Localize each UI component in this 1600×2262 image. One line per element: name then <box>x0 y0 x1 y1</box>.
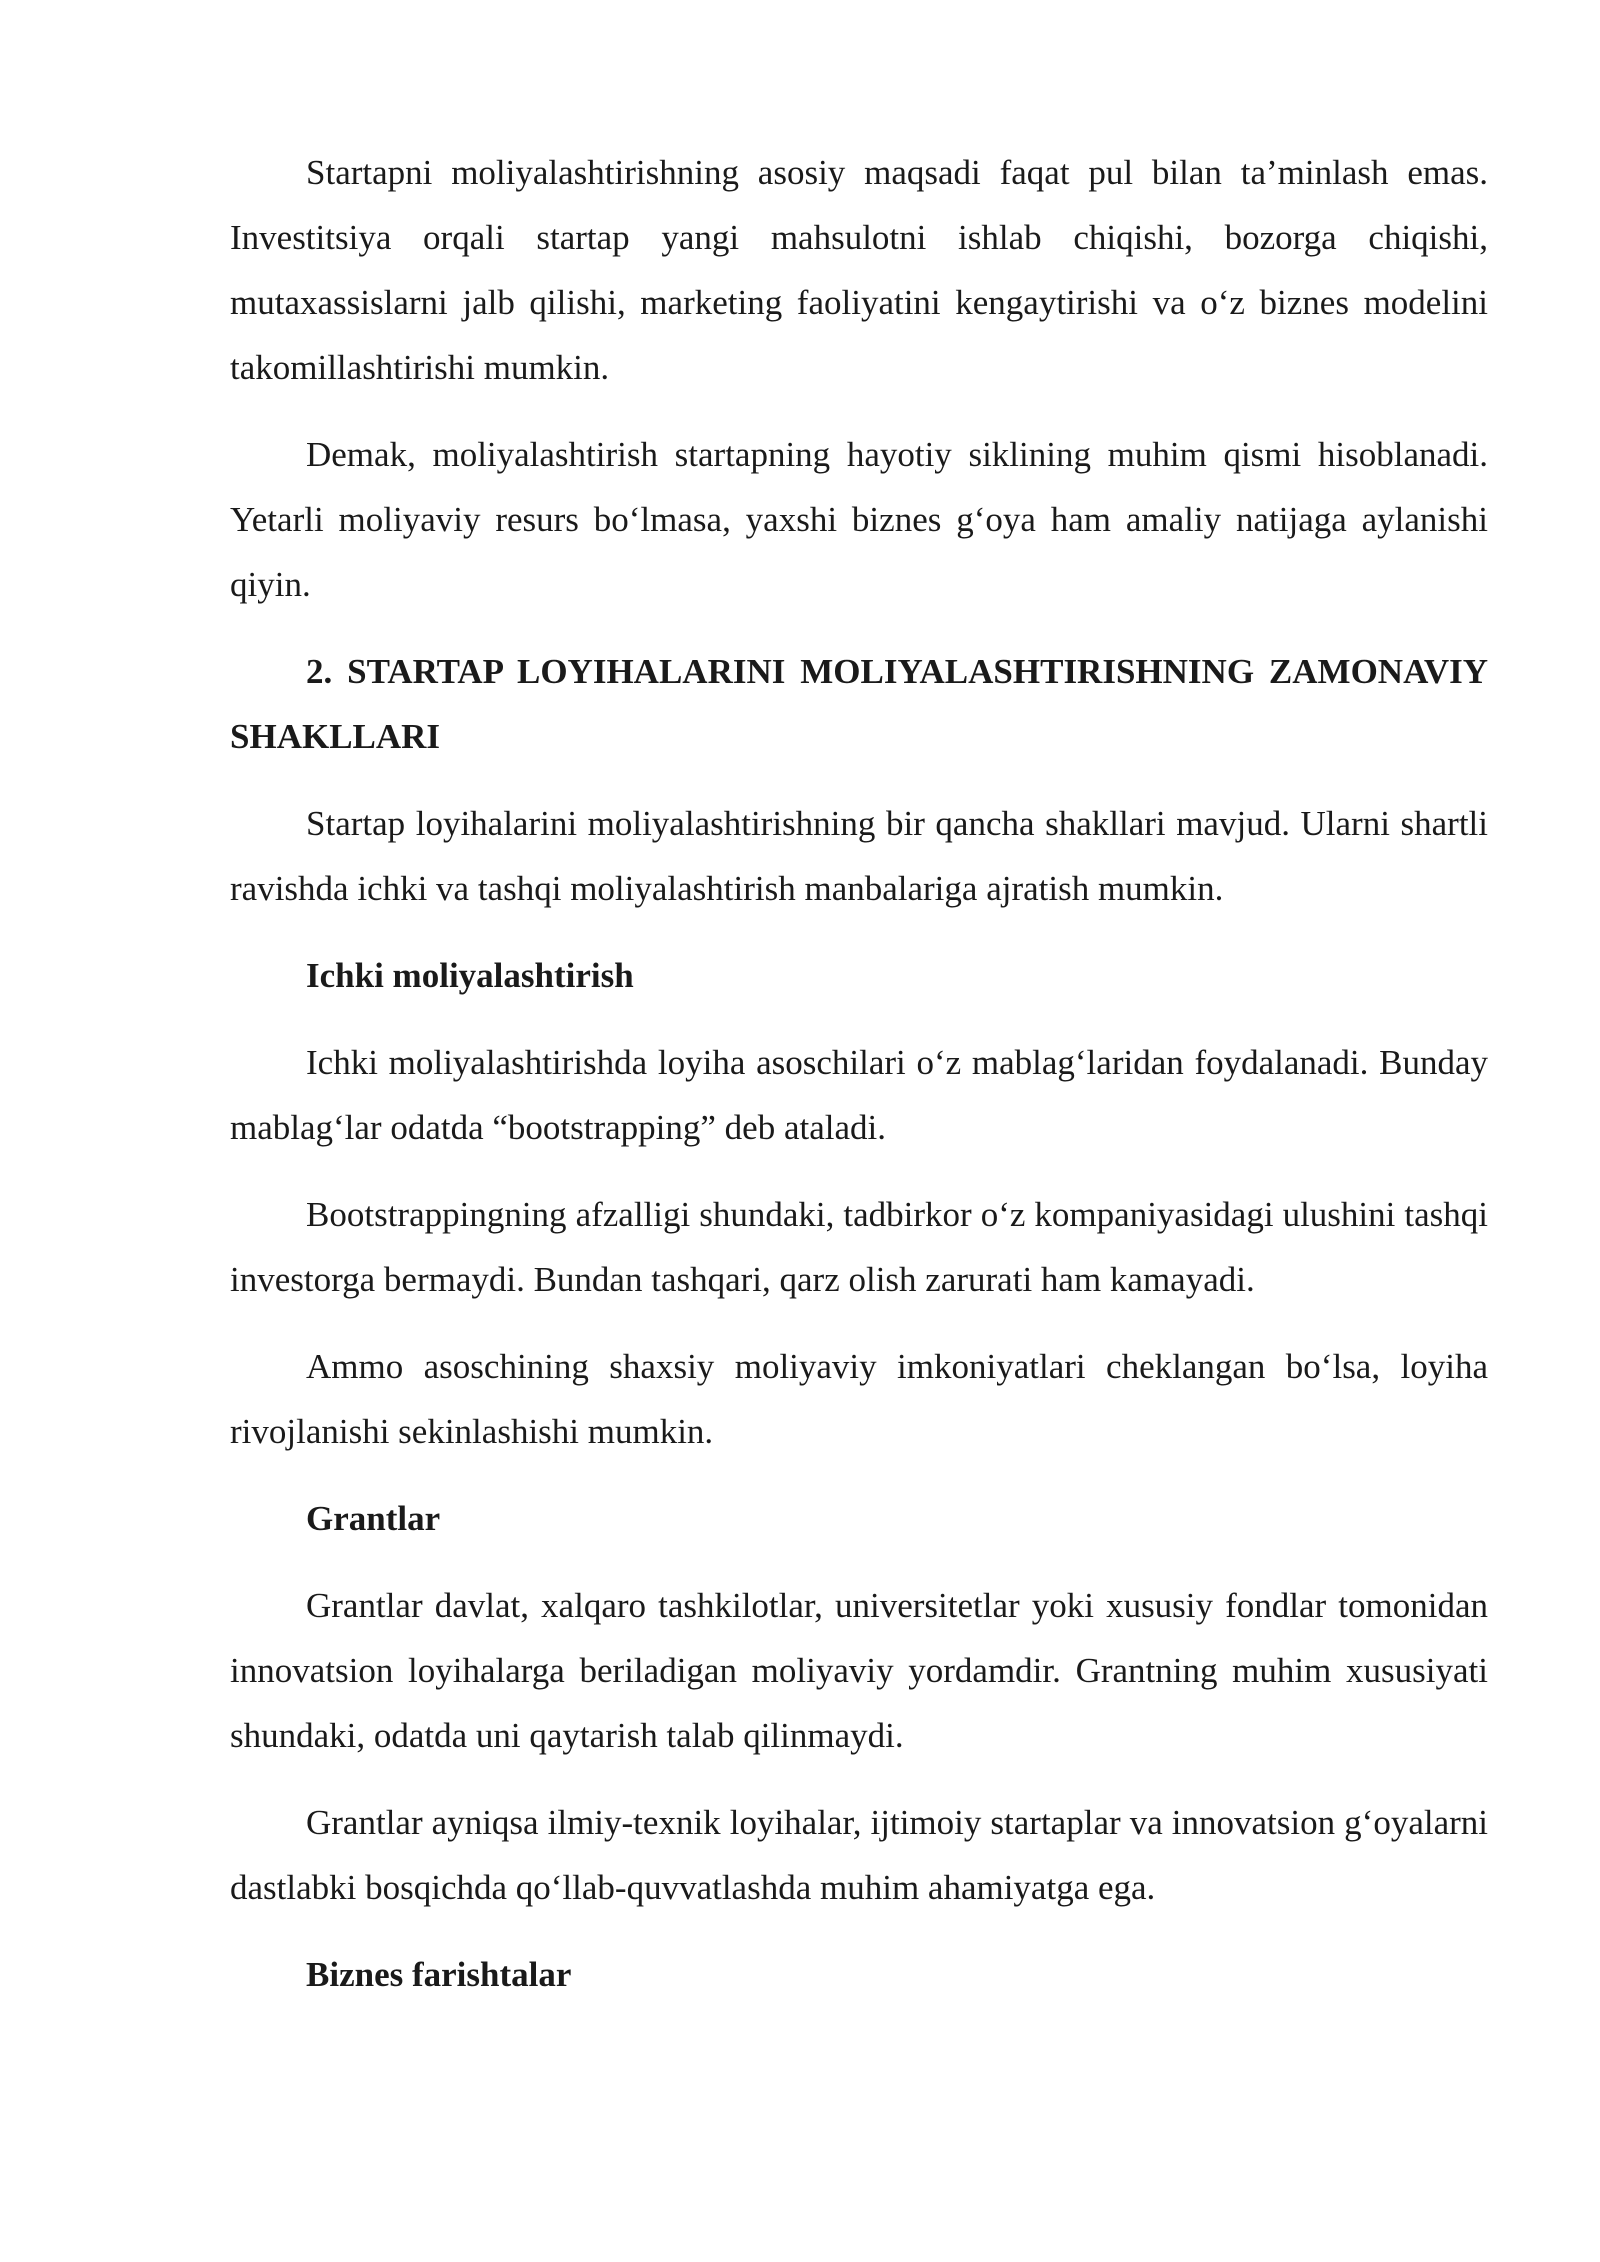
subheading-grants: Grantlar <box>306 1499 441 1538</box>
para-financing-importance: Demak, moliyalashtirish startapning hayotiy siklining muhim qismi hisoblanadi. Yetarli moliyaviy resurs bo‘lmasa, yaxshi biznes g‘oya ham amaliy natijaga aylanishi qiyin. <box>230 435 1488 604</box>
document-page <box>230 140 1488 2029</box>
section-heading-2: 2. STARTAP LOYIHALARINI MOLIYALASHTIRISHNING ZAMONAVIY SHAKLLARI <box>230 652 1488 756</box>
para-bootstrapping-advantage: Bootstrappingning afzalligi shundaki, tadbirkor o‘z kompaniyasidagi ulushini tashqi investorga bermaydi. Bundan tashqari, qarz olish zarurati ham kamayadi. <box>230 1195 1488 1299</box>
subheading-internal-financing: Ichki moliyalashtirish <box>306 956 634 995</box>
subheading-business-angels: Biznes farishtalar <box>306 1955 572 1994</box>
para-financing-forms: Startap loyihalarini moliyalashtirishning bir qancha shakllari mavjud. Ularni shartli ravishda ichki va tashqi moliyalashtirish manbalariga ajratish mumkin. <box>230 804 1488 908</box>
para-bootstrapping-limitation: Ammo asoschining shaxsiy moliyaviy imkoniyatlari cheklangan bo‘lsa, loyiha rivojlanishi sekinlashishi mumkin. <box>230 1347 1488 1451</box>
para-bootstrapping-definition: Ichki moliyalashtirishda loyiha asoschilari o‘z mablag‘laridan foydalanadi. Bunday mablag‘lar odatda “bootstrapping” deb ataladi. <box>230 1043 1488 1147</box>
para-investment-purpose: Startapni moliyalashtirishning asosiy maqsadi faqat pul bilan ta’minlash emas. Investitsiya orqali startap yangi mahsulotni ishlab chiqishi, bozorga chiqishi, mutaxassislarni jalb qilishi, marketing faoliyatini kengaytirishi va o‘z biznes modelini takomillashtirishi mumkin. <box>230 153 1488 387</box>
para-grants-importance: Grantlar ayniqsa ilmiy-texnik loyihalar, ijtimoiy startaplar va innovatsion g‘oyalarni dastlabki bosqichda qo‘llab-quvvatlashda muhim ahamiyatga ega. <box>230 1803 1488 1907</box>
para-grants-definition: Grantlar davlat, xalqaro tashkilotlar, universitetlar yoki xususiy fondlar tomonidan innovatsion loyihalarga beriladigan moliyaviy yordamdir. Grantning muhim xususiyati shundaki, odatda uni qaytarish talab qilinmaydi. <box>230 1586 1488 1755</box>
